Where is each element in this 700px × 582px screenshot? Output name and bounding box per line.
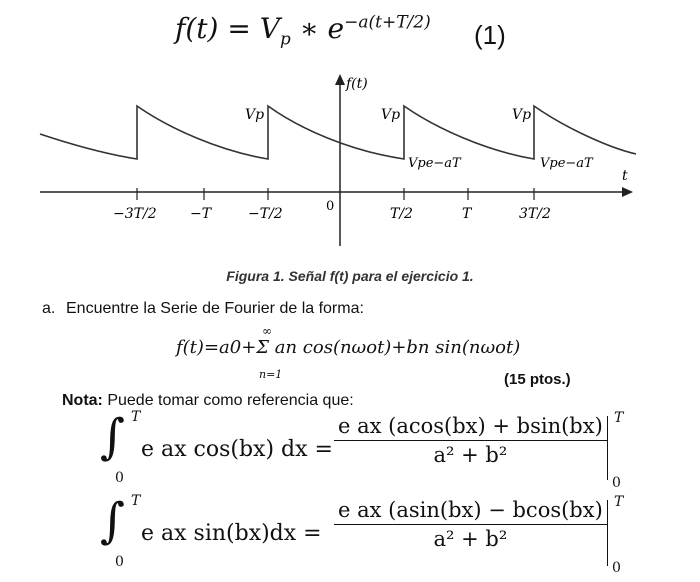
peak-label: Vp xyxy=(381,107,401,123)
integral-2-denominator: a² + b² xyxy=(433,527,508,551)
x-axis-arrow xyxy=(622,187,633,197)
integral-1-lhs: e ax cos(bx) dx = xyxy=(141,437,333,462)
sum-lower-limit: n=1 xyxy=(259,368,283,381)
evaluation-lower-limit: 0 xyxy=(612,475,621,491)
equation-1-exponent: −a(t+T/2) xyxy=(344,12,431,33)
integral-1-denominator: a² + b² xyxy=(433,443,508,467)
x-ticks xyxy=(137,188,534,200)
fourier-series-expression: f(t)=a0+Σ an cos(nωot)+bn sin(nωot) xyxy=(176,337,521,358)
signal-figure xyxy=(0,66,700,266)
integral-upper-limit: T xyxy=(131,493,141,509)
points-label: (15 ptos.) xyxy=(504,371,571,388)
integral-2-numerator: e ax (asin(bx) − bcos(bx) xyxy=(334,498,607,525)
equation-1 xyxy=(175,12,431,49)
integral-1-fraction xyxy=(334,414,607,467)
evaluation-bar xyxy=(607,500,608,566)
signal-curve xyxy=(40,106,636,159)
integral-sign: ∫ xyxy=(100,409,126,465)
peak-label: Vp xyxy=(512,107,532,123)
equation-1-lhs: f(t) = V xyxy=(175,12,280,45)
tick-label: −3T/2 xyxy=(113,206,157,222)
tick-label: −T xyxy=(190,206,212,222)
integral-2-fraction xyxy=(334,498,607,551)
integral-sign: ∫ xyxy=(100,493,126,549)
min-label: Vpe−aT xyxy=(540,156,593,171)
sum-upper-limit: ∞ xyxy=(262,324,272,338)
origin-label: 0 xyxy=(326,199,335,214)
tick-label: T xyxy=(462,206,472,222)
integral-lower-limit: 0 xyxy=(115,470,124,486)
integral-lower-limit: 0 xyxy=(115,554,124,570)
part-a-text: Encuentre la Serie de Fourier de la forma: xyxy=(66,300,364,317)
figure-caption: Figura 1. Señal f(t) para el ejercicio 1. xyxy=(226,268,474,284)
equation-1-p-subscript: p xyxy=(279,28,291,49)
y-axis-label: f(t) xyxy=(346,76,368,92)
y-axis-arrow xyxy=(335,74,345,85)
part-a-label: a. xyxy=(42,300,56,317)
integral-upper-limit: T xyxy=(131,409,141,425)
integral-2-lhs: e ax sin(bx)dx = xyxy=(141,521,322,546)
tick-label: T/2 xyxy=(390,206,413,222)
integral-1-numerator: e ax (acos(bx) + bsin(bx) xyxy=(334,414,607,441)
min-label: Vpe−aT xyxy=(408,156,461,171)
equation-number: (1) xyxy=(474,20,506,50)
fourier-series-formula xyxy=(176,337,520,358)
peak-label: Vp xyxy=(245,107,265,123)
tick-label: 3T/2 xyxy=(519,206,551,222)
evaluation-upper-limit: T xyxy=(614,410,624,426)
evaluation-upper-limit: T xyxy=(614,494,624,510)
note xyxy=(62,392,354,410)
tick-label: −T/2 xyxy=(248,206,283,222)
equation-1-mid: ∗ e xyxy=(290,12,345,45)
note-text: Puede tomar como referencia que: xyxy=(102,392,354,409)
x-axis-label: t xyxy=(622,168,628,184)
evaluation-lower-limit: 0 xyxy=(612,560,621,576)
evaluation-bar xyxy=(607,416,608,480)
note-label: Nota: xyxy=(62,392,103,409)
